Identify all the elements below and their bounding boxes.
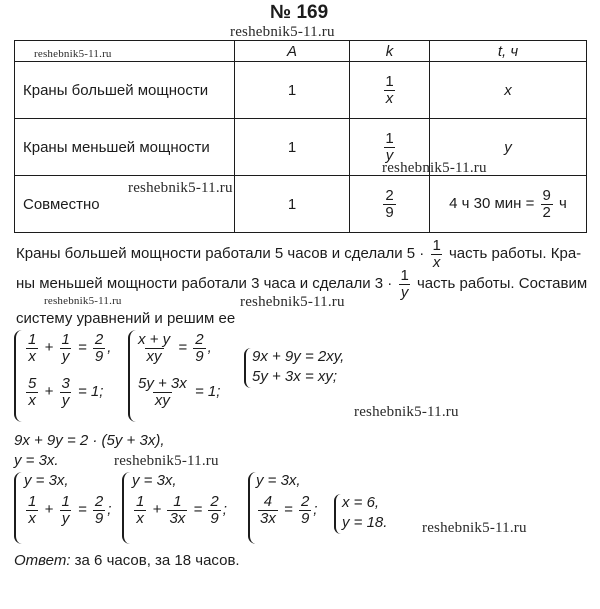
equation-s3: $\frac{x + y}{xy}$ = $\frac{2}{9}$ ,	[138, 331, 212, 365]
k-denominator: y	[385, 146, 394, 164]
equation-line1: 9x + 9y = 2 · (5y + 3x),	[14, 432, 165, 449]
row-t: y	[430, 119, 587, 176]
system-brace	[334, 494, 341, 534]
frac-den: x	[432, 253, 441, 271]
problem-number: № 169	[270, 2, 329, 23]
watermark: reshebnik5-11.ru	[422, 520, 527, 536]
paragraph-text: часть работы. Кра-	[448, 245, 582, 263]
system-brace	[122, 472, 130, 544]
watermark: reshebnik5-11.ru	[128, 180, 233, 196]
row-a: 1	[235, 176, 350, 233]
table-row	[15, 119, 587, 176]
system-brace	[244, 348, 251, 388]
answer-label: Ответ:	[14, 552, 71, 569]
header-k: k	[350, 41, 430, 62]
watermark: reshebnik5-11.ru	[230, 24, 335, 40]
answer-line	[14, 552, 240, 569]
watermark: reshebnik5-11.ru	[354, 404, 459, 420]
watermark: reshebnik5-11.ru	[382, 160, 487, 176]
equation-s1: $\frac{1}{x}$ + $\frac{1}{y}$ = $\frac{2}{9}$ ,	[28, 331, 112, 365]
frac-den: y	[400, 283, 409, 301]
row-k	[350, 62, 430, 119]
equation-f4-line1: x = 6,	[342, 494, 380, 511]
data-table	[14, 40, 587, 233]
watermark: reshebnik5-11.ru	[34, 48, 112, 60]
equation-f3-bottom: $\frac{4}{3x}$ = $\frac{2}{9}$ ;	[260, 493, 318, 527]
paragraph-text: Краны большей мощности работали 5 часов и сделали 5 ·	[16, 245, 425, 263]
row-label: Совместно	[15, 176, 235, 233]
equation-line2: y = 3x.	[14, 452, 59, 469]
equation-s2: $\frac{5}{x}$ + $\frac{3}{y}$ = 1;	[28, 375, 104, 409]
watermark: reshebnik5-11.ru	[240, 294, 345, 310]
k-denominator: x	[385, 89, 394, 107]
system-brace	[248, 472, 256, 544]
equation-f2-bottom: $\frac{1}{x}$ + $\frac{1}{3x}$ = $\frac{2}{9}$ ;	[136, 493, 227, 527]
system-brace	[14, 472, 22, 544]
t-suffix: ч	[559, 194, 567, 212]
row-k	[350, 176, 430, 233]
paragraph-line-1	[16, 238, 581, 271]
k-denominator: 9	[385, 203, 394, 221]
equation-f2-top: y = 3x,	[132, 472, 177, 489]
table-row	[15, 62, 587, 119]
k-numerator: 1	[385, 129, 394, 147]
t-numerator: 9	[542, 186, 551, 204]
paragraph-text: ны меньшей мощности работали 3 часа и сделали 3 ·	[16, 275, 393, 293]
answer-text: за 6 часов, за 18 часов.	[74, 552, 240, 569]
watermark: reshebnik5-11.ru	[44, 295, 122, 307]
equation-s4: $\frac{5y + 3x}{xy}$ = 1;	[138, 375, 221, 409]
header-a: A	[235, 41, 350, 62]
frac-num: 1	[400, 267, 409, 284]
system-brace	[14, 330, 22, 422]
paragraph-line-2	[16, 268, 587, 301]
paragraph-line-3: систему уравнений и решим ее	[16, 310, 236, 327]
row-label: Краны большей мощности	[15, 62, 235, 119]
t-denominator: 2	[542, 203, 551, 221]
equation-f4-line2: y = 18.	[342, 514, 388, 531]
equation-f1-top: y = 3x,	[24, 472, 69, 489]
k-numerator: 2	[385, 186, 394, 204]
t-prefix: 4 ч 30 мин =	[449, 194, 535, 212]
row-t	[430, 176, 587, 233]
equation-f1-bottom: $\frac{1}{x}$ + $\frac{1}{y}$ = $\frac{2}{9}$ ;	[28, 493, 112, 527]
header-t: t, ч	[430, 41, 587, 62]
row-label: Краны меньшей мощности	[15, 119, 235, 176]
paragraph-text: часть работы. Составим	[416, 275, 588, 293]
watermark: reshebnik5-11.ru	[114, 453, 219, 469]
row-a: 1	[235, 119, 350, 176]
equation-s5-line1: 9x + 9y = 2xy,	[252, 348, 345, 365]
row-a: 1	[235, 62, 350, 119]
equation-s5-line2: 5y + 3x = xy;	[252, 368, 338, 385]
frac-num: 1	[432, 237, 441, 254]
row-t: x	[430, 62, 587, 119]
equation-f3-top: y = 3x,	[256, 472, 301, 489]
table-row	[15, 176, 587, 233]
k-numerator: 1	[385, 72, 394, 90]
